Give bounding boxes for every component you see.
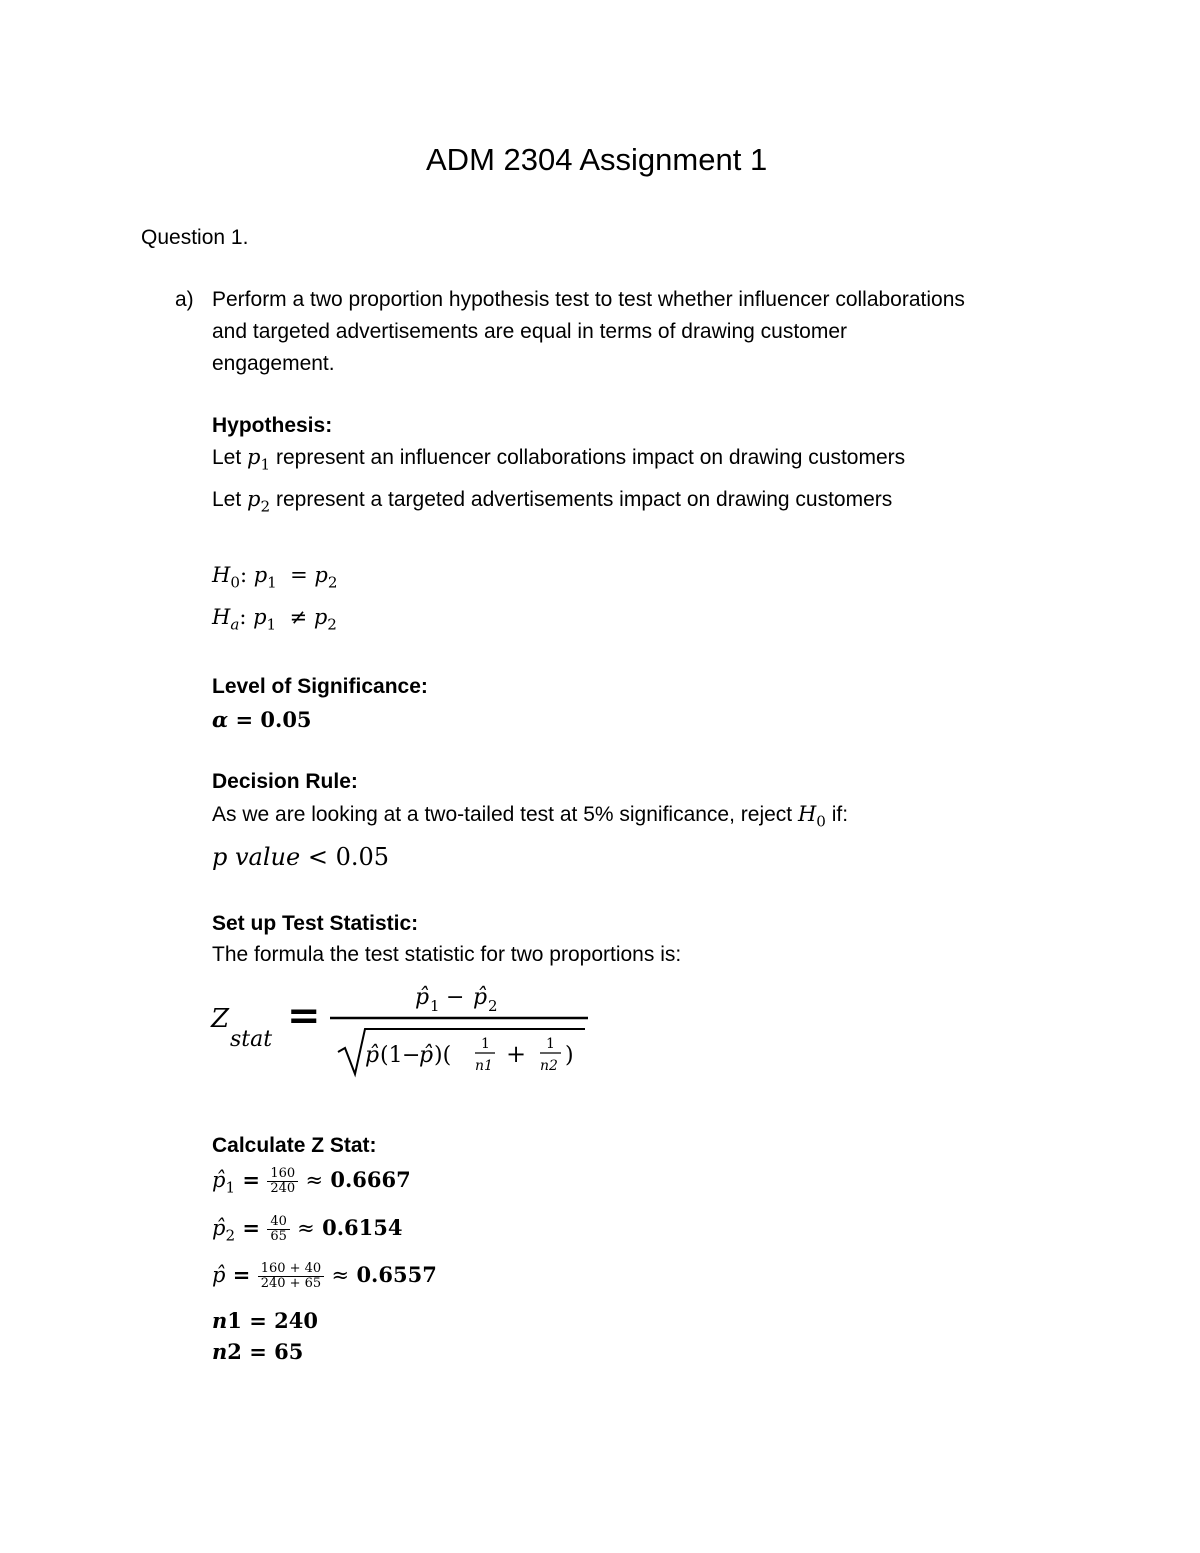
- p1-definition: [212, 445, 906, 474]
- part-a-line-3: engagement.: [212, 352, 335, 375]
- svg-text:(1: (1: [380, 1043, 403, 1068]
- p1-description: represent an influencer collaborations impact on drawing customers: [275, 446, 906, 469]
- decision-text: As we are looking at a two-tailed test at 5% significance, reject $H_0$ if:: [212, 802, 849, 831]
- svg-text:1: 1: [546, 1036, 555, 1052]
- p1-symbol: $p_1$: [247, 445, 271, 474]
- svg-text:p̂: p̂: [415, 985, 430, 1010]
- alternative-hypothesis: $H_a$: $p_1 \ne p_2$: [212, 605, 337, 634]
- let-label: Let: [212, 446, 242, 469]
- p2-definition: [212, 487, 893, 516]
- svg-text:p̂: p̂: [365, 1043, 380, 1068]
- svg-text:p̂: p̂: [419, 1043, 434, 1068]
- svg-text:1: 1: [430, 997, 440, 1015]
- hypothesis-heading: Hypothesis:: [212, 414, 333, 437]
- svg-text:n2: n2: [540, 1058, 558, 1074]
- svg-text:Z: Z: [211, 1004, 230, 1034]
- svg-text:1: 1: [481, 1036, 490, 1052]
- test-statistic-text: The formula the test statistic for two proportions is:: [212, 943, 682, 966]
- svg-text:=: =: [287, 992, 321, 1039]
- svg-text:n1: n1: [475, 1058, 493, 1074]
- null-hypothesis: $H_0$: $p_1 = p_2$: [212, 563, 338, 592]
- n2-value: n2 = 65: [212, 1339, 304, 1364]
- p2-description: represent a targeted advertisements impact on drawing customers: [275, 488, 893, 511]
- part-marker: a): [175, 288, 194, 311]
- n1-value: n1 = 240: [212, 1308, 318, 1333]
- z-stat-formula: [205, 972, 605, 1087]
- svg-text:−: −: [446, 985, 465, 1010]
- question-label: Question 1.: [141, 226, 249, 249]
- svg-text:2: 2: [488, 997, 498, 1015]
- part-a-line-1: Perform a two proportion hypothesis test to test whether influencer collaborations: [212, 288, 965, 311]
- svg-text:−: −: [402, 1043, 421, 1068]
- significance-heading: Level of Significance:: [212, 675, 428, 698]
- p-hat-pooled-calc: p̂ = $\frac{160 + 40}{240 + 65}$ ≈ 0.6557: [212, 1261, 437, 1291]
- let-label: Let: [212, 488, 242, 511]
- svg-text:): ): [565, 1043, 574, 1068]
- svg-text:p̂: p̂: [473, 985, 488, 1010]
- part-a-line-2: and targeted advertisements are equal in terms of drawing customer: [212, 320, 847, 343]
- page-title: ADM 2304 Assignment 1: [426, 142, 768, 177]
- p2-hat-calc: $p̂_2$ = $\frac{40}{65}$ ≈ 0.6154: [212, 1214, 403, 1245]
- calc-heading: Calculate Z Stat:: [212, 1134, 377, 1157]
- decision-heading: Decision Rule:: [212, 770, 358, 793]
- svg-text:stat: stat: [230, 1027, 273, 1052]
- p1-hat-calc: $p̂_1$ = $\frac{160}{240}$ ≈ 0.6667: [212, 1166, 411, 1197]
- alpha-value: α = 0.05: [212, 707, 312, 732]
- p2-symbol: $p_2$: [247, 487, 271, 516]
- svg-text:)(: )(: [434, 1043, 452, 1068]
- test-statistic-heading: Set up Test Statistic:: [212, 912, 419, 935]
- h0-symbol: $H_0$: [797, 802, 826, 831]
- decision-rule-formula: p value < 0.05: [212, 843, 390, 871]
- alpha-symbol: α: [212, 707, 229, 732]
- svg-text:+: +: [506, 1040, 527, 1068]
